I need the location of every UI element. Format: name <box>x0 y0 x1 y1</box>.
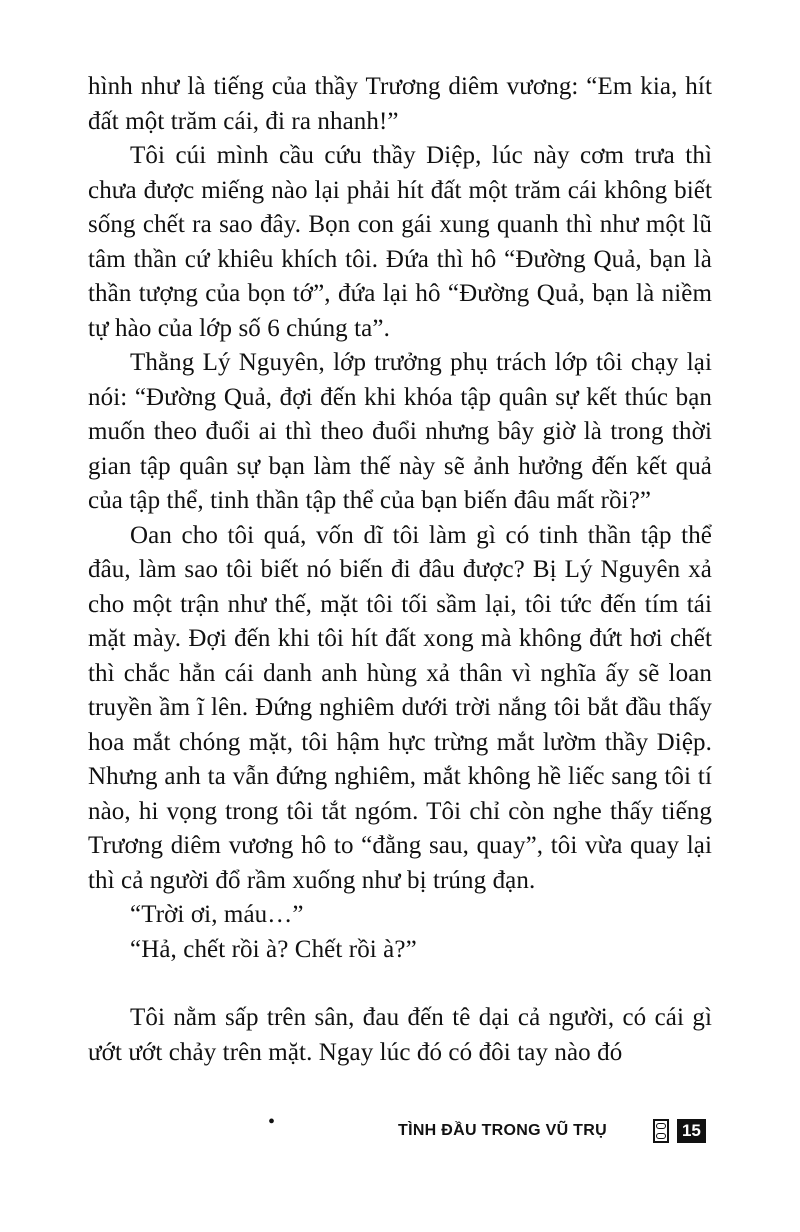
page-footer <box>398 1118 706 1144</box>
paragraph: Thằng Lý Nguyên, lớp trưởng phụ trách lớp tôi chạy lại nói: “Đường Quả, đợi đến khi khóa tập quân sự kết thúc bạn muốn theo đuổi ai thì theo đuổi nhưng bây giờ là trong thời gian tập quân sự bạn làm thế này sẽ ảnh hưởng đến kết quả của tập thể, tinh thần tập thể của bạn biến đâu mất rồi?” <box>88 349 712 514</box>
paragraph: Tôi nằm sấp trên sân, đau đến tê dại cả người, có cái gì ướt ướt chảy trên mặt. Ngay lúc đó có đôi tay nào đó <box>88 1004 712 1066</box>
stray-mark: • <box>268 1111 276 1133</box>
page-number: 15 <box>677 1119 706 1143</box>
body-text <box>88 70 712 1070</box>
section-gap <box>88 967 712 1001</box>
publisher-logo-icon <box>653 1119 669 1143</box>
paragraph: Tôi cúi mình cầu cứu thầy Diệp, lúc này cơm trưa thì chưa được miếng nào lại phải hít đất một trăm cái không biết sống chết ra sao đây. Bọn con gái xung quanh thì như một lũ tâm thần cứ khiêu khích tôi. Đứa thì hô “Đường Quả, bạn là thần tượng của bọn tớ”, đứa lại hô “Đường Quả, bạn là niềm tự hào của lớp số 6 chúng ta”. <box>88 142 712 342</box>
running-title: TÌNH ĐẦU TRONG VŨ TRỤ <box>398 1122 607 1139</box>
dialogue-line: “Trời ơi, máu…” <box>130 901 304 928</box>
paragraph-continuation: hình như là tiếng của thầy Trương diêm vương: “Em kia, hít đất một trăm cái, đi ra nhanh!” <box>88 73 712 135</box>
dialogue-line: “Hả, chết rồi à? Chết rồi à?” <box>130 935 417 963</box>
paragraph: Oan cho tôi quá, vốn dĩ tôi làm gì có tinh thần tập thể đâu, làm sao tôi biết nó biến đi đâu được? Bị Lý Nguyên xả cho một trận như thế, mặt tôi tối sầm lại, tôi tức đến tím tái mặt mày. Đợi đến khi tôi hít đất xong mà không đứt hơi chết thì chắc hẳn cái danh anh hùng xả thân vì nghĩa ấy sẽ loan truyền ầm ĩ lên. Đứng nghiêm dưới trời nắng tôi bắt đầu thấy hoa mắt chóng mặt, tôi hậm hực trừng mắt lườm thầy Diệp. Nhưng anh ta vẫn đứng nghiêm, mắt không hề liếc sang tôi tí nào, hi vọng trong tôi tắt ngóm. Tôi chỉ còn nghe thấy tiếng Trương diêm vương hô to “đằng sau, quay”, tôi vừa quay lại thì cả người đổ rầm xuống như bị trúng đạn. <box>88 521 712 894</box>
